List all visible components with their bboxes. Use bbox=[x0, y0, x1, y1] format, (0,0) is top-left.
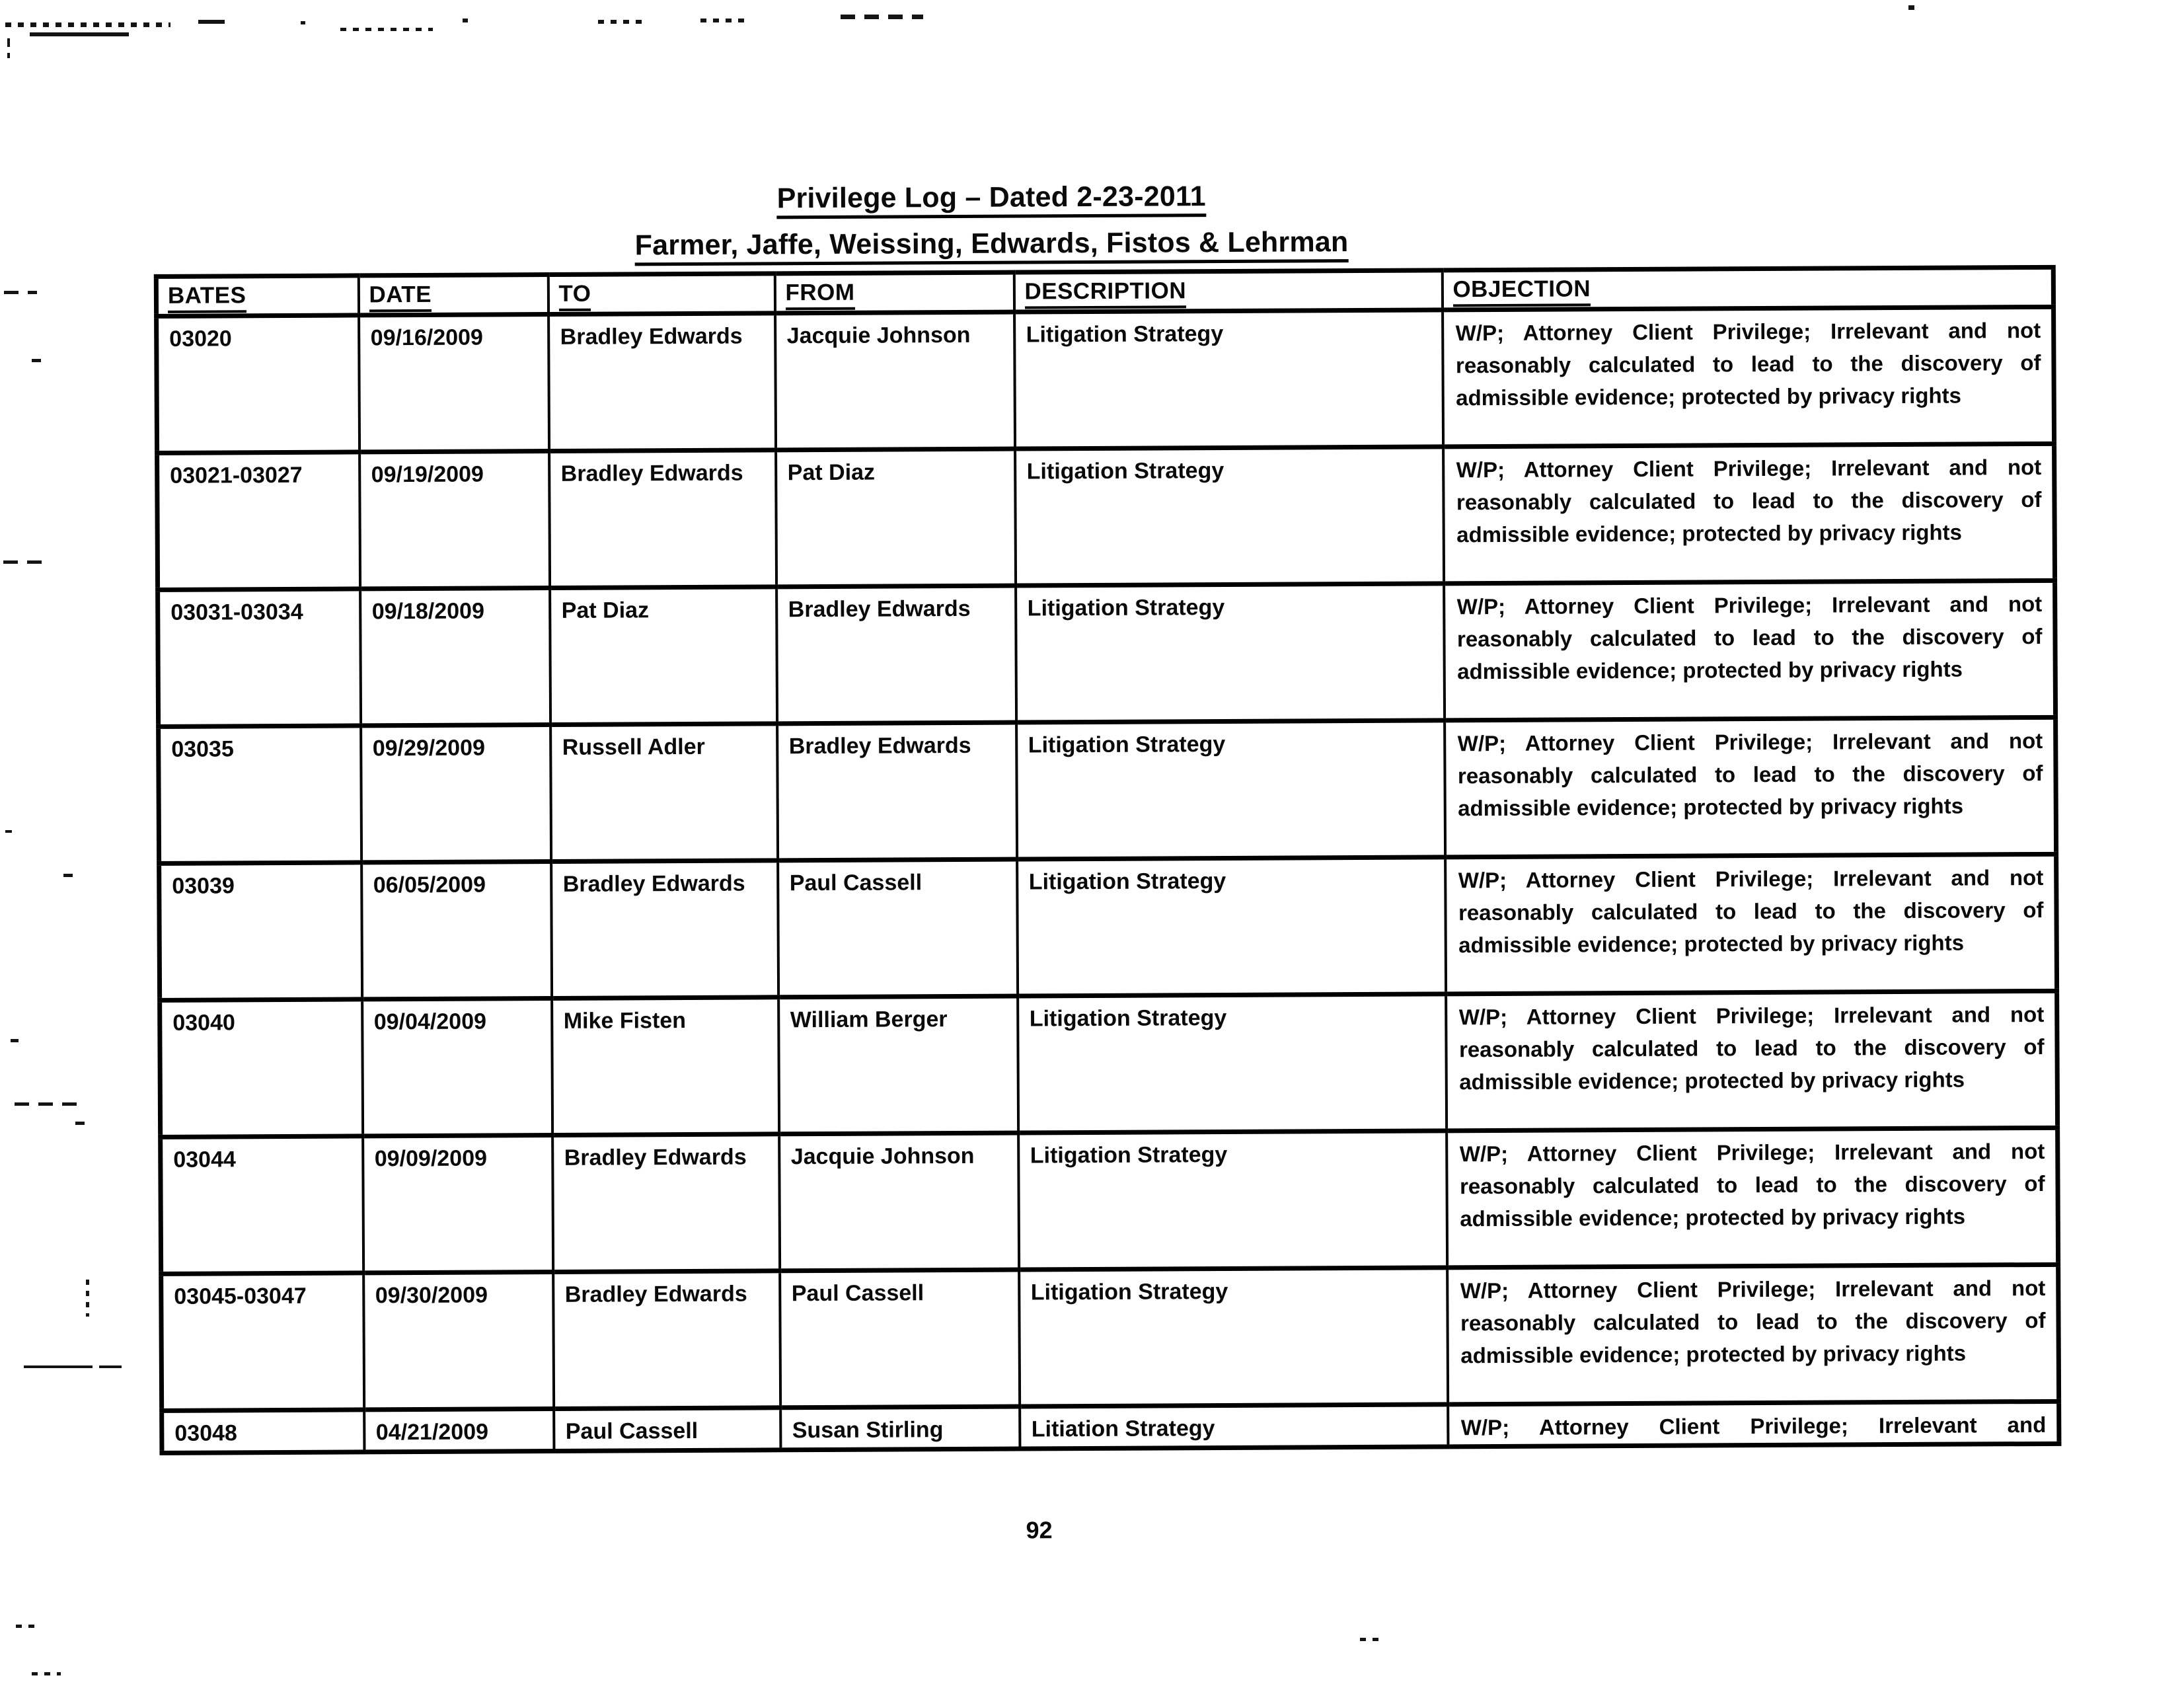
cell-from: Paul Cassell bbox=[780, 1270, 1020, 1408]
cell-description: Litigation Strategy bbox=[1016, 720, 1445, 859]
table-row bbox=[157, 443, 2055, 590]
cell-to: Bradley Edwards bbox=[553, 1271, 780, 1409]
cell-from: Pat Diaz bbox=[776, 449, 1016, 587]
cell-objection: W/P; Attorney Client Privilege; Irrelevant and bbox=[1448, 1401, 2059, 1446]
column-header-to-label: TO bbox=[558, 281, 591, 311]
cell-bates: 03031-03034 bbox=[158, 589, 361, 726]
cell-to: Bradley Edwards bbox=[549, 450, 776, 588]
cell-description: Litigation Strategy bbox=[1019, 1268, 1448, 1406]
cell-bates: 03040 bbox=[160, 999, 363, 1137]
cell-bates: 03045-03047 bbox=[161, 1273, 364, 1410]
document-title-text: Privilege Log – Dated 2-23-2011 bbox=[777, 180, 1206, 219]
cell-bates: 03048 bbox=[162, 1410, 364, 1453]
cell-from: Paul Cassell bbox=[778, 859, 1018, 997]
column-header-bates-label: BATES bbox=[168, 282, 246, 313]
column-header-date-label: DATE bbox=[369, 282, 432, 312]
column-header-from-label: FROM bbox=[785, 280, 854, 311]
cell-description: Litigation Strategy bbox=[1018, 1131, 1447, 1270]
cell-description: Litigation Strategy bbox=[1014, 310, 1443, 449]
table-row bbox=[159, 717, 2056, 863]
table-row bbox=[158, 580, 2056, 726]
cell-date: 09/09/2009 bbox=[363, 1135, 553, 1272]
cell-objection: W/P; Attorney Client Privilege; Irrelevant and not reasonably calculated to lead to the discovery of admissible evidence; protected by privacy rights bbox=[1445, 854, 2057, 994]
cell-objection: W/P; Attorney Client Privilege; Irrelevant and not reasonably calculated to lead to the discovery of admissible evidence; protected by privacy rights bbox=[1446, 991, 2058, 1131]
cell-date: 09/29/2009 bbox=[361, 725, 551, 863]
document-subtitle bbox=[0, 223, 1986, 265]
column-header-description-label: DESCRIPTION bbox=[1024, 278, 1186, 309]
column-header-date bbox=[358, 275, 548, 315]
cell-objection: W/P; Attorney Client Privilege; Irrelevant and not reasonably calculated to lead to the discovery of admissible evidence; protected by privacy rights bbox=[1443, 443, 2055, 584]
cell-to: Mike Fisten bbox=[552, 997, 779, 1135]
cell-objection: W/P; Attorney Client Privilege; Irrelevant and not reasonably calculated to lead to the discovery of admissible evidence; protected by privacy rights bbox=[1445, 717, 2056, 857]
table-row bbox=[161, 1264, 2059, 1410]
cell-description: Litiation Strategy bbox=[1020, 1404, 1448, 1449]
document-title bbox=[0, 176, 1986, 219]
cell-from: Jacquie Johnson bbox=[775, 312, 1015, 450]
table-row bbox=[159, 854, 2057, 1000]
column-header-objection bbox=[1442, 267, 2053, 310]
cell-bates: 03035 bbox=[159, 726, 361, 863]
table-row bbox=[157, 307, 2054, 453]
cell-description: Litigation Strategy bbox=[1018, 994, 1447, 1133]
cell-description: Litigation Strategy bbox=[1016, 584, 1445, 722]
cell-bates: 03020 bbox=[157, 315, 359, 453]
cell-bates: 03044 bbox=[161, 1136, 363, 1274]
cell-date: 09/16/2009 bbox=[359, 315, 549, 452]
cell-date: 09/30/2009 bbox=[363, 1272, 554, 1409]
column-header-from bbox=[774, 272, 1014, 313]
cell-from: Bradley Edwards bbox=[776, 586, 1016, 724]
cell-from: Jacquie Johnson bbox=[779, 1133, 1019, 1271]
table-row bbox=[160, 991, 2058, 1137]
cell-date: 09/19/2009 bbox=[359, 451, 550, 589]
page-number: 92 bbox=[1026, 1516, 1053, 1544]
column-header-bates bbox=[156, 276, 358, 316]
cell-to: Paul Cassell bbox=[554, 1408, 780, 1451]
column-header-description bbox=[1014, 270, 1442, 312]
cell-bates: 03021-03027 bbox=[157, 452, 360, 590]
cell-date: 09/04/2009 bbox=[362, 998, 552, 1135]
cell-from: William Berger bbox=[778, 996, 1018, 1134]
cell-date: 09/18/2009 bbox=[360, 588, 550, 726]
table-row bbox=[161, 1128, 2058, 1274]
cell-to: Bradley Edwards bbox=[548, 313, 776, 451]
cell-to: Bradley Edwards bbox=[552, 1134, 780, 1272]
column-header-objection-label: OBJECTION bbox=[1452, 276, 1591, 307]
privilege-log-table bbox=[154, 265, 2062, 1455]
cell-date: 04/21/2009 bbox=[364, 1408, 554, 1451]
cell-to: Russell Adler bbox=[550, 724, 778, 862]
cell-objection: W/P; Attorney Client Privilege; Irrelevant and not reasonably calculated to lead to the discovery of admissible evidence; protected by privacy rights bbox=[1447, 1264, 2059, 1404]
cell-objection: W/P; Attorney Client Privilege; Irrelevant and not reasonably calculated to lead to the discovery of admissible evidence; protected by privacy rights bbox=[1444, 580, 2056, 720]
table-row bbox=[162, 1401, 2059, 1453]
column-header-to bbox=[548, 274, 774, 315]
cell-from: Bradley Edwards bbox=[777, 722, 1017, 861]
cell-description: Litigation Strategy bbox=[1017, 857, 1446, 996]
cell-date: 06/05/2009 bbox=[361, 862, 552, 999]
cell-from: Susan Stirling bbox=[780, 1406, 1020, 1450]
cell-to: Pat Diaz bbox=[550, 587, 777, 725]
cell-objection: W/P; Attorney Client Privilege; Irrelevant and not reasonably calculated to lead to the discovery of admissible evidence; protected by privacy rights bbox=[1443, 307, 2054, 447]
cell-to: Bradley Edwards bbox=[551, 861, 778, 999]
document-subtitle-text: Farmer, Jaffe, Weissing, Edwards, Fistos & Lehrman bbox=[635, 226, 1349, 266]
cell-bates: 03039 bbox=[159, 863, 362, 1000]
cell-objection: W/P; Attorney Client Privilege; Irrelevant and not reasonably calculated to lead to the discovery of admissible evidence; protected by privacy rights bbox=[1447, 1128, 2058, 1268]
cell-description: Litigation Strategy bbox=[1015, 447, 1444, 586]
